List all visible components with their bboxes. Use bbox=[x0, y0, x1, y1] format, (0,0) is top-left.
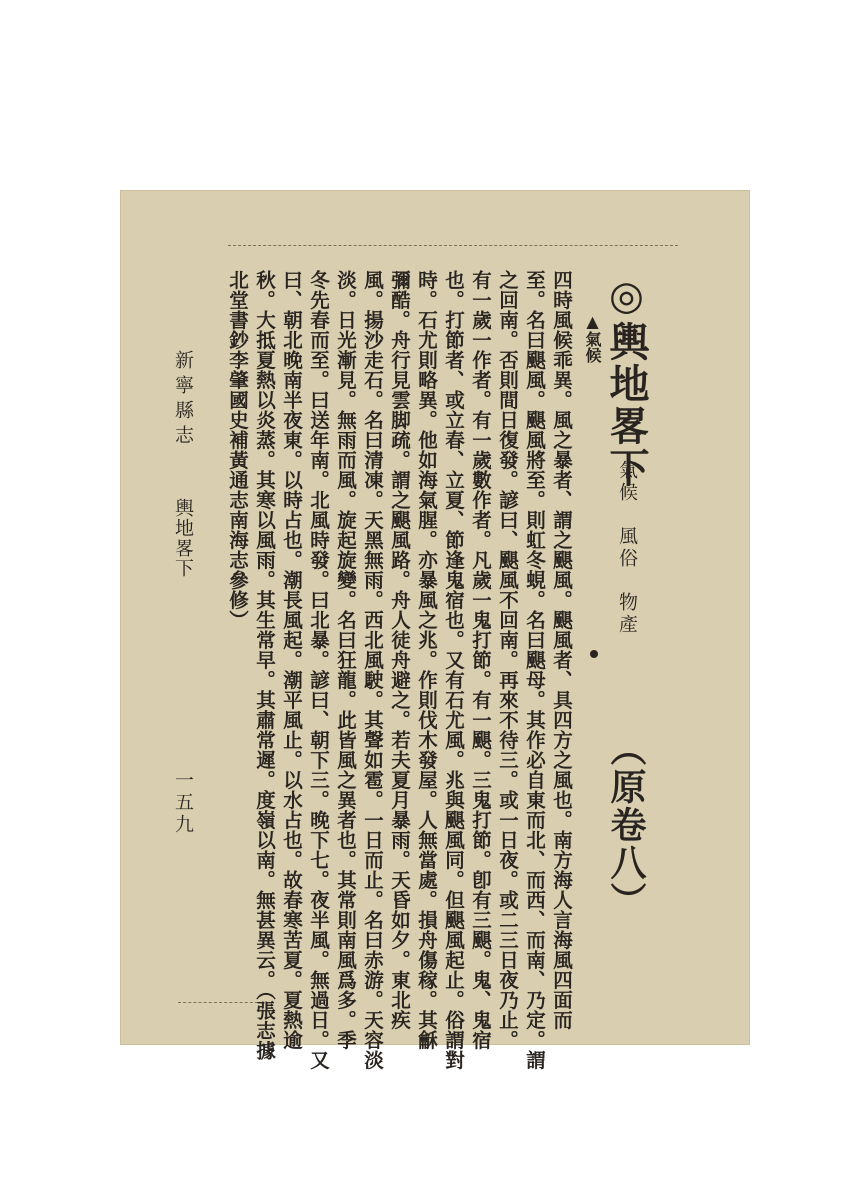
book-title: 新寧縣志 bbox=[172, 350, 194, 450]
section-title: ◎輿地畧下 bbox=[603, 272, 650, 489]
volume-mark: （原卷八） bbox=[605, 730, 647, 920]
sub-heading: ▲氣候 bbox=[583, 312, 602, 363]
body-column: 有一歲一作者。有一歲數作者。凡歲一鬼打節。有一颶。三鬼打節。卽有三颶。鬼、鬼宿 bbox=[469, 270, 492, 1050]
body-column: 北堂書鈔李肇國史補黃通志南海志參修） bbox=[226, 270, 249, 630]
body-column: 四時風候乖異。風之暴者、謂之颶風。颶風者、具四方之風也。南方海人言海風四面而 bbox=[550, 270, 573, 1030]
body-column: 至。名曰颶風。颶風將至。則虹冬蜆。名曰颶母。其作必自東而北、而西、而南、乃定。謂 bbox=[523, 270, 546, 1070]
page-number: 一五九 bbox=[172, 770, 194, 836]
body-column: 之回南。否則間日復發。諺曰、颶風不回南。再來不待三。或一日夜。或二三日夜乃止。 bbox=[496, 270, 519, 1050]
bottom-rule bbox=[178, 1002, 258, 1003]
body-column: 也。打節者、或立春、立夏、節逢鬼宿也。又有石尤風。兆與颶風同。但颶風起止。俗謂對 bbox=[442, 270, 465, 1070]
body-column: 曰、朝北晚南半夜東。以時占也。潮長風起。潮平風止。以水占也。故春寒苦夏。夏熱逾 bbox=[280, 270, 303, 1050]
body-column: 風。揚沙走石。名曰清凍。天黑無雨。西北風駛。其聲如雹。一日而止。名曰赤游。天容淡 bbox=[361, 270, 384, 1070]
chapter-title: 輿地畧下 bbox=[172, 498, 194, 578]
body-column: 淡。日光漸見。無雨而風。旋起旋變。名曰狂龍。此皆風之異者也。其常則南風爲多。季 bbox=[334, 270, 357, 1050]
body-column: 冬先春而至。曰送年南。北風時發。曰北暴。諺曰、朝下三。晚下七。夜半風。無過日。又 bbox=[307, 270, 330, 1070]
top-rule bbox=[228, 245, 678, 246]
body-column: 彌酷。舟行見雲脚疏。謂之颶風路。舟人徒舟避之。若夫夏月暴雨。天昏如夕。東北疾 bbox=[388, 270, 411, 1030]
body-column: 秋。大抵夏熱以炎蒸。其寒以風雨。其生常早。其肅常遲。度嶺以南。無甚異云。（張志據 bbox=[253, 270, 276, 1061]
ink-spot bbox=[590, 650, 598, 658]
body-column: 時。石尤則略異。他如海氣腥。亦暴風之兆。作則伐木發屋。人無當處。損舟傷稼。其龢 bbox=[415, 270, 438, 1050]
sub-topics: 氣候 風俗 物產 bbox=[616, 460, 638, 636]
